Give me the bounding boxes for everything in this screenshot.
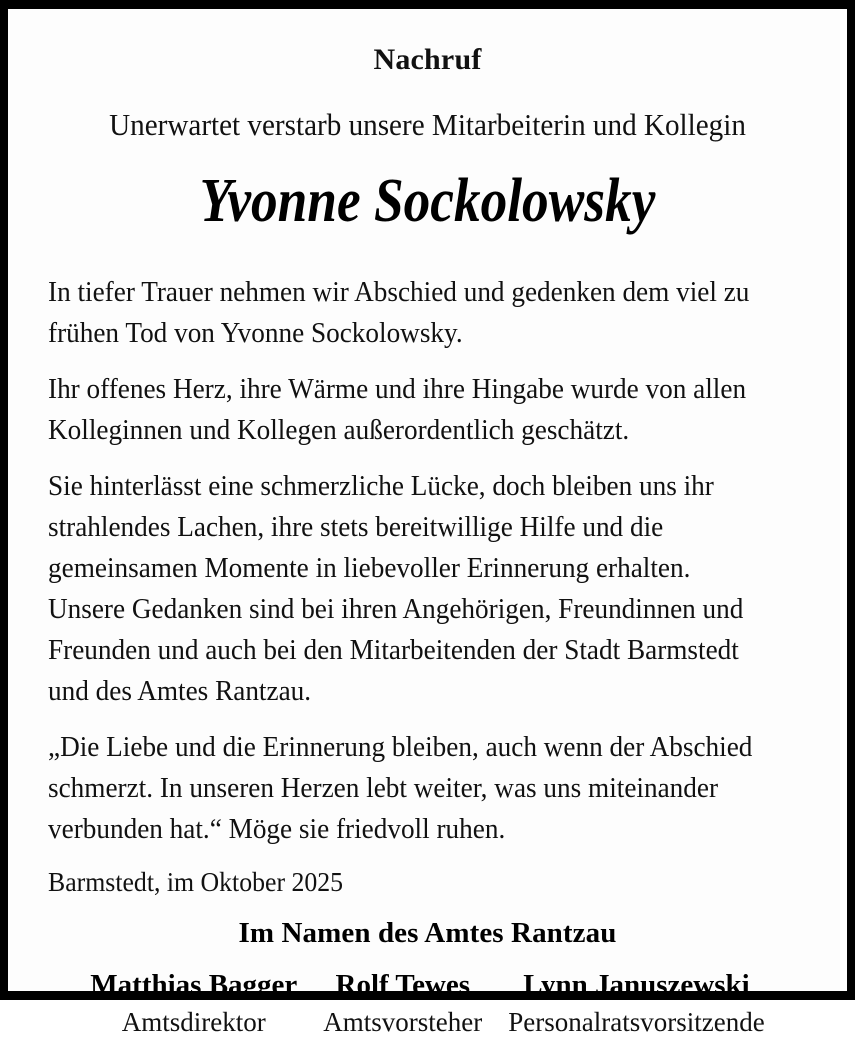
obituary-body (8, 272, 847, 899)
signatory-role: Personalratsvorsitzende (508, 1007, 765, 1038)
signatory (323, 970, 482, 1038)
on-behalf-of-line: Im Namen des Amtes Rantzau (238, 917, 617, 949)
obituary-header (8, 9, 847, 235)
obituary-paragraph: Ihr offenes Herz, ihre Wärme und ihre Hingabe wurde von allen Kolleginnen und Kollegen außerordentlich geschätzt. (48, 374, 747, 446)
obituary-quote-paragraph: „Die Liebe und die Erinnerung bleiben, auch wenn der Abschied schmerzt. In unseren Herzen lebt weiter, was uns miteinander verbunden hat.“ Möge sie friedvoll ruhen. (48, 732, 753, 845)
signatory-name: Lynn Januszewski (523, 969, 750, 1001)
obituary-paragraph: Sie hinterlässt eine schmerzliche Lücke, doch bleiben uns ihr strahlendes Lachen, ihre stets bereitwillige Hilfe und die gemeinsamen Momente in liebevoller Erinnerung erhalten. Unsere Gedanken sind bei ihren Angehörigen, Freundinnen und Freunden und auch bei den Mitarbeitenden der Stadt Barmstedt und des Amtes Rantzau. (48, 471, 744, 707)
dateline: Barmstedt, im Oktober 2025 (48, 867, 344, 897)
signatory (90, 970, 297, 1038)
notice-type-heading: Nachruf (373, 43, 482, 76)
signatory-role: Amtsvorsteher (323, 1007, 483, 1038)
signatory-list (8, 970, 847, 1038)
obituary-card (8, 9, 847, 1038)
obituary-footer (8, 919, 847, 1038)
obituary-paragraph: In tiefer Trauer nehmen wir Abschied und gedenken dem viel zu frühen Tod von Yvonne Sockolowsky. (48, 277, 750, 349)
signatory-name: Matthias Bagger (90, 969, 298, 1001)
signatory (508, 970, 764, 1038)
deceased-name: Yvonne Sockolowsky (199, 167, 656, 235)
signatory-role: Amtsdirektor (121, 1007, 266, 1038)
announcement-subtitle: Unerwartet verstarb unsere Mitarbeiterin und Kollegin (109, 107, 746, 142)
signatory-name: Rolf Tewes (335, 969, 471, 1001)
